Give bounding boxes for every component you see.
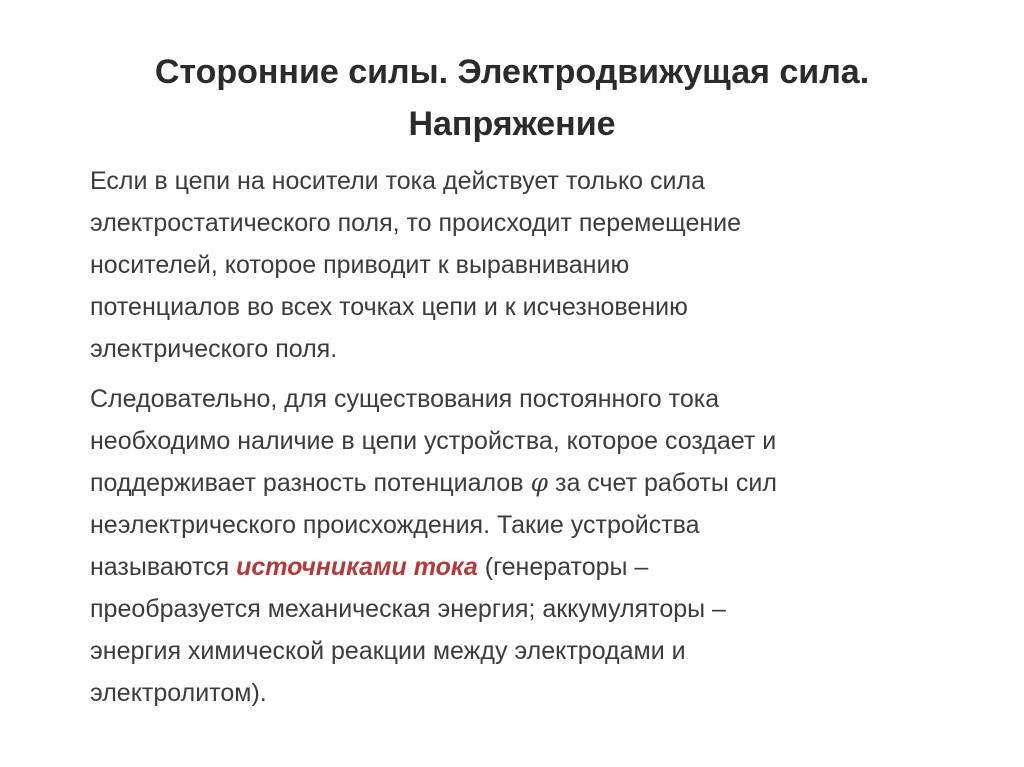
paragraph-2-line (90, 462, 970, 504)
slide-body (90, 160, 970, 714)
paragraph-2-line (90, 546, 970, 588)
paragraph-2-line: неэлектрического происхождения. Такие устройства (90, 511, 700, 539)
paragraph-2-line: преобразуется механическая энергия; аккумуляторы – (90, 595, 726, 623)
paragraph-1-line: Если в цепи на носители тока действует только сила (90, 167, 705, 195)
paragraph-1-line: потенциалов во всех точках цепи и к исчезновению (90, 293, 688, 321)
line5-text-after: (генераторы – (477, 553, 649, 581)
line3-text-before: поддерживает разность потенциалов (90, 469, 531, 497)
line5-text-before: называются (90, 553, 237, 581)
paragraph-2-line: необходимо наличие в цепи устройства, которое создает и (90, 427, 777, 455)
title-line-2: Напряжение (408, 105, 616, 143)
title-line-1: Сторонние силы. Электродвижущая сила. (154, 53, 870, 91)
paragraph-1-line: носителей, которое приводит к выравниванию (90, 251, 630, 279)
paragraph-2 (90, 378, 970, 714)
line3-text-after: за счет работы сил (548, 469, 777, 497)
current-sources-term: источниками тока (236, 553, 478, 581)
paragraph-2-line: электролитом). (90, 679, 267, 707)
paragraph-1 (90, 160, 970, 370)
paragraph-1-line: электростатического поля, то происходит перемещение (90, 209, 742, 237)
paragraph-2-line: энергия химической реакции между электродами и (90, 637, 686, 665)
phi-symbol: φ (530, 468, 549, 497)
paragraph-2-line: Следовательно, для существования постоянного тока (90, 385, 720, 413)
slide-title (40, 46, 984, 150)
paragraph-1-line: электрического поля. (90, 335, 338, 363)
